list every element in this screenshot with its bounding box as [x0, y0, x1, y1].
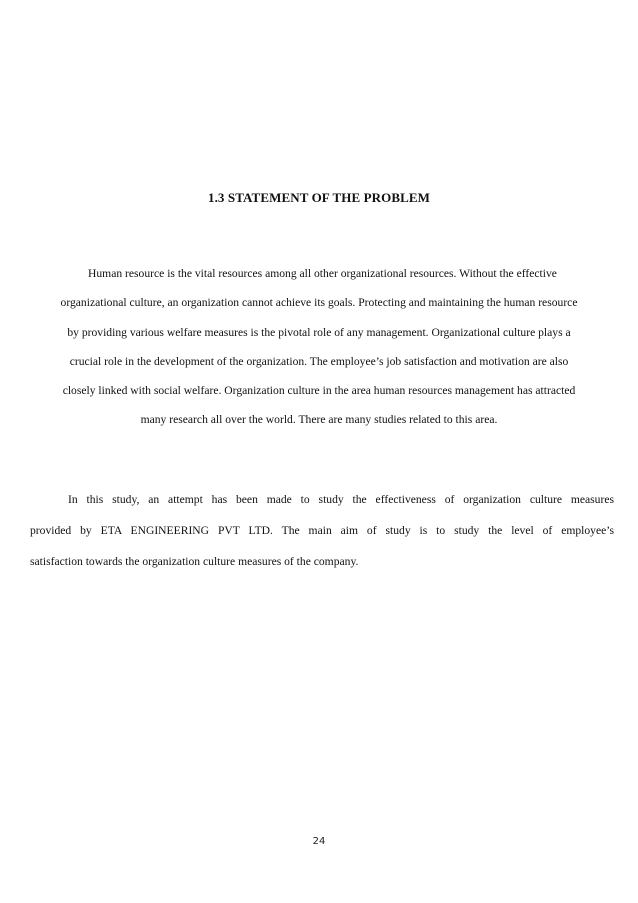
- paragraph-study-aim: [30, 484, 614, 577]
- paragraph-line: organizational culture, an organization cannot achieve its goals. Protecting and maintaining the human resource: [60, 296, 578, 310]
- section-heading: 1.3 STATEMENT OF THE PROBLEM: [207, 190, 431, 205]
- paragraph-line: Human resource is the vital resources among all other organizational resources. Without the effective: [88, 267, 557, 280]
- paragraph-line: closely linked with social welfare. Organization culture in the area human resources management has attracted: [62, 384, 576, 398]
- paragraph-line: satisfaction towards the organization culture measures of the company.: [30, 555, 359, 568]
- paragraph-line: by providing various welfare measures is the pivotal role of any management. Organizational culture plays a: [67, 325, 571, 339]
- paragraph-line: In this study, an attempt has been made to study the effectiveness of organization culture measures: [68, 493, 614, 506]
- page-number: 24: [312, 836, 326, 847]
- paragraph-line: provided by ETA ENGINEERING PVT LTD. The main aim of study is to study the level of employee’s: [30, 524, 614, 537]
- paragraph-human-resource: [22, 259, 616, 435]
- paragraph-line: crucial role in the development of the organization. The employee’s job satisfaction and motivation are also: [69, 354, 569, 368]
- paragraph-line: many research all over the world. There are many studies related to this area.: [140, 413, 498, 427]
